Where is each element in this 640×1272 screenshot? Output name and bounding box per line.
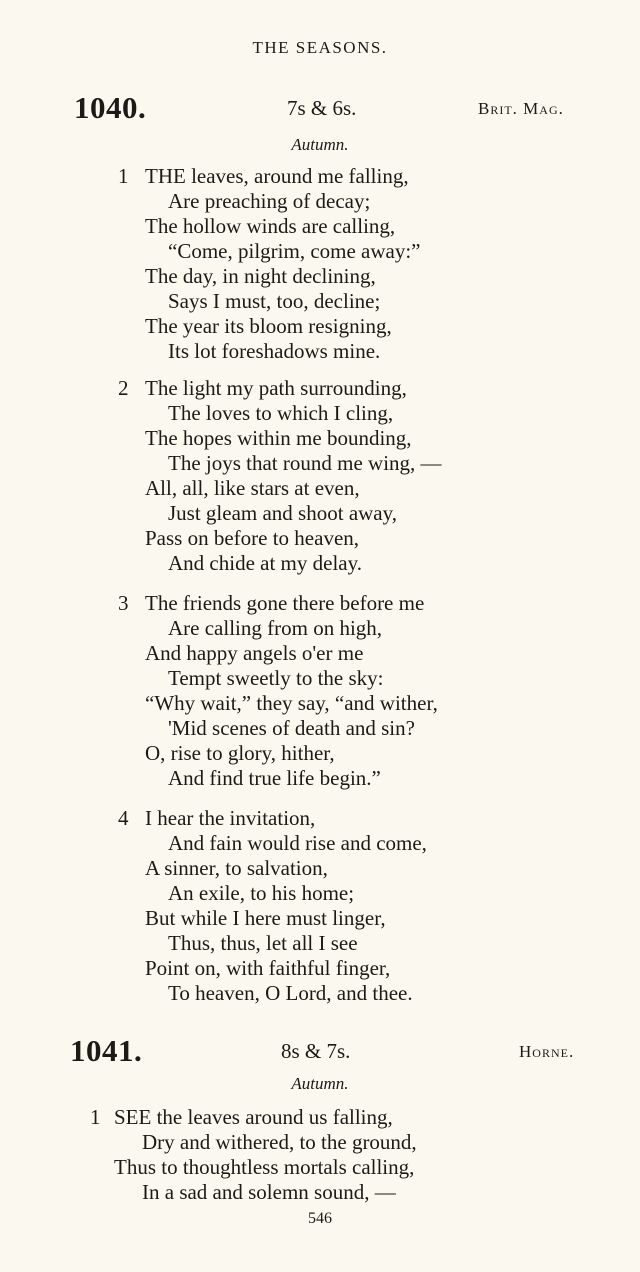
page-number: 546 bbox=[308, 1210, 332, 1227]
hymn-meter: 7s & 6s. bbox=[287, 96, 357, 120]
verse-line: Point on, with faithful finger, bbox=[145, 956, 391, 980]
verse-line: O, rise to glory, hither, bbox=[145, 741, 335, 765]
verse-line: But while I here must linger, bbox=[145, 906, 386, 930]
hymn-meter: 8s & 7s. bbox=[281, 1039, 351, 1063]
verse-line: Are calling from on high, bbox=[168, 616, 383, 640]
verse-line: 'Mid scenes of death and sin? bbox=[168, 716, 415, 740]
verse-line: And chide at my delay. bbox=[168, 551, 362, 575]
verse-line: The hopes within me bounding, bbox=[145, 426, 412, 450]
verse-line: Thus, thus, let all I see bbox=[168, 931, 358, 955]
hymn-subtitle: Autumn. bbox=[291, 135, 349, 154]
verse-line: “Why wait,” they say, “and wither, bbox=[145, 691, 438, 715]
verse-line: The loves to which I cling, bbox=[168, 401, 394, 425]
verse-line: A sinner, to salvation, bbox=[145, 856, 328, 880]
stanza-number: 4 bbox=[118, 806, 129, 830]
hymn-subtitle: Autumn. bbox=[291, 1074, 349, 1093]
verse-line: “Come, pilgrim, come away:” bbox=[168, 239, 421, 263]
verse-line: Says I must, too, decline; bbox=[168, 289, 381, 313]
verse-line: All, all, like stars at even, bbox=[145, 476, 360, 500]
hymn-tune: Brit. Mag. bbox=[478, 99, 564, 118]
verse-line: The day, in night declining, bbox=[145, 264, 376, 288]
stanza-number: 1 bbox=[90, 1105, 101, 1129]
verse-line: The hollow winds are calling, bbox=[145, 214, 396, 238]
verse-line: The year its bloom resigning, bbox=[145, 314, 392, 338]
verse-line: And fain would rise and come, bbox=[168, 831, 427, 855]
verse-line: In a sad and solemn sound, — bbox=[142, 1180, 396, 1204]
verse-line: THE leaves, around me falling, bbox=[145, 164, 409, 188]
verse-line: To heaven, O Lord, and thee. bbox=[168, 981, 413, 1005]
verse-line: Just gleam and shoot away, bbox=[168, 501, 398, 525]
verse-line: And find true life begin.” bbox=[168, 766, 381, 790]
verse-line: Tempt sweetly to the sky: bbox=[168, 666, 384, 690]
verse-line: Thus to thoughtless mortals calling, bbox=[114, 1155, 415, 1179]
verse-line: Its lot foreshadows mine. bbox=[168, 339, 381, 363]
running-head: THE SEASONS. bbox=[252, 38, 388, 57]
verse-line: Are preaching of decay; bbox=[168, 189, 371, 213]
stanza-number: 2 bbox=[118, 376, 129, 400]
verse-line: An exile, to his home; bbox=[168, 881, 355, 905]
verse-line: Dry and withered, to the ground, bbox=[142, 1130, 417, 1154]
verse-line: SEE the leaves around us falling, bbox=[114, 1105, 393, 1129]
verse-line: The friends gone there before me bbox=[145, 591, 425, 615]
hymn-number: 1041. bbox=[70, 1033, 143, 1068]
verse-line: The light my path surrounding, bbox=[145, 376, 407, 400]
hymn-tune: Horne. bbox=[519, 1042, 575, 1061]
stanza-number: 1 bbox=[118, 164, 129, 188]
verse-line: Pass on before to heaven, bbox=[145, 526, 360, 550]
hymn-1041-header bbox=[0, 1033, 640, 1073]
stanza-number: 3 bbox=[118, 591, 129, 615]
verse-line: The joys that round me wing, — bbox=[168, 451, 442, 475]
verse-line: I hear the invitation, bbox=[145, 806, 316, 830]
hymn-1040-header bbox=[0, 90, 640, 130]
verse-line: And happy angels o'er me bbox=[145, 641, 364, 665]
hymn-number: 1040. bbox=[74, 90, 147, 125]
